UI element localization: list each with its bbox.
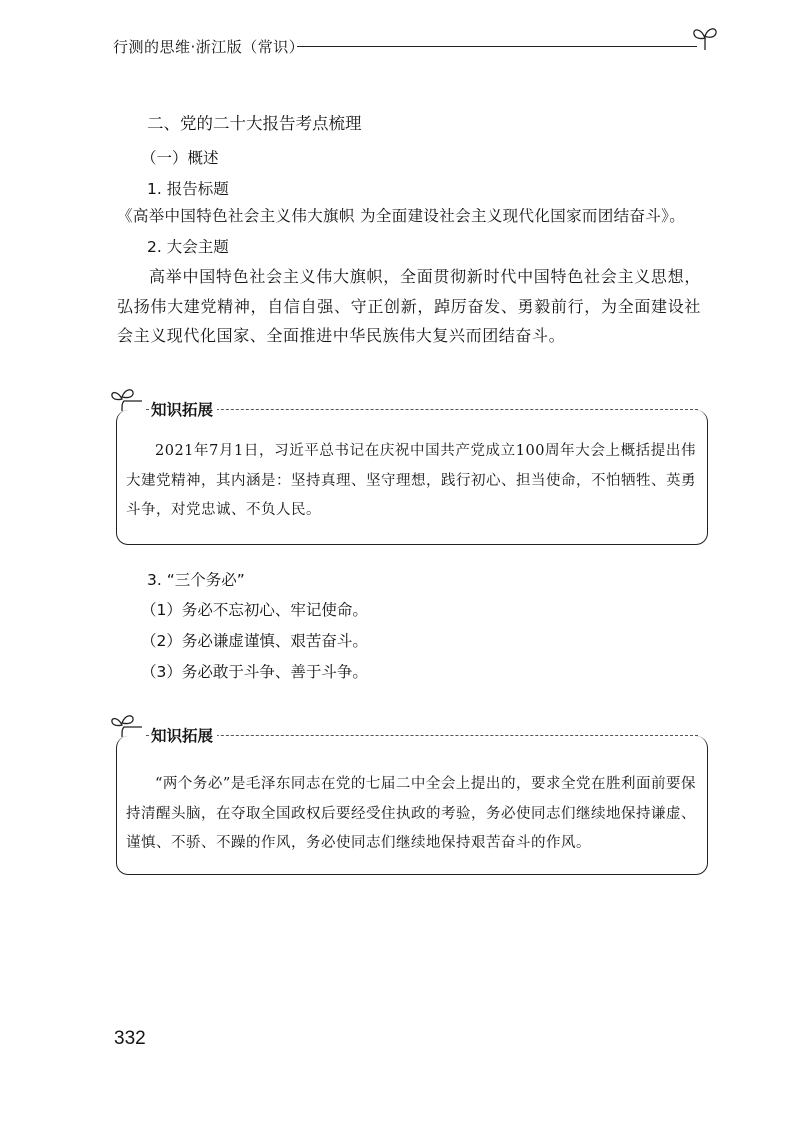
item2-title: 2. 大会主题	[147, 238, 229, 256]
subsection-heading: （一）概述	[141, 149, 219, 167]
box2-text: “两个务必”是毛泽东同志在党的七届二中全会上提出的，要求全党在胜利面前要保持清醒头脑，在夺取全国政权后要经受住执政的考验，务必使同志们继续地保持谦虚、谨慎、不骄、不躁的作风，务必使同志们继续地保持艰苦奋斗的作风。	[126, 776, 696, 851]
item1-title: 1. 报告标题	[147, 180, 229, 198]
running-header-title: 行测的思维·浙江版（常识）	[113, 38, 305, 56]
box1-label: 知识拓展	[151, 398, 217, 420]
item3-title: 3. “三个务必”	[147, 571, 245, 589]
item3-point-2: （2）务必谦虚谨慎、艰苦奋斗。	[141, 632, 368, 650]
item3-point-3: （3）务必敢于斗争、善于斗争。	[141, 663, 368, 681]
page-number: 332	[114, 1028, 146, 1049]
box1-text: 2021年7月1日，习近平总书记在庆祝中国共产党成立100周年大会上概括提出伟大建党精神，其内涵是：坚持真理、坚守理想，践行初心、担当使命，不怕牺牲、英勇斗争，对党忠诚、不负人民。	[126, 443, 696, 518]
box2-label: 知识拓展	[151, 724, 217, 746]
item3-point-1: （1）务必不忘初心、牢记使命。	[141, 601, 368, 619]
section-heading: 二、党的二十大报告考点梳理	[147, 114, 362, 133]
running-header	[113, 30, 713, 62]
item1-text: 《高举中国特色社会主义伟大旗帜 为全面建设社会主义现代化国家而团结奋斗》。	[117, 207, 686, 225]
header-rule	[297, 46, 697, 47]
sprout-icon	[691, 22, 719, 52]
item2-text: 高举中国特色社会主义伟大旗帜，全面贯彻新时代中国特色社会主义思想，弘扬伟大建党精神，自信自强、守正创新，踔厉奋发、勇毅前行，为全面建设社会主义现代化国家、全面推进中华民族伟大复兴而团结奋斗。	[117, 267, 701, 345]
